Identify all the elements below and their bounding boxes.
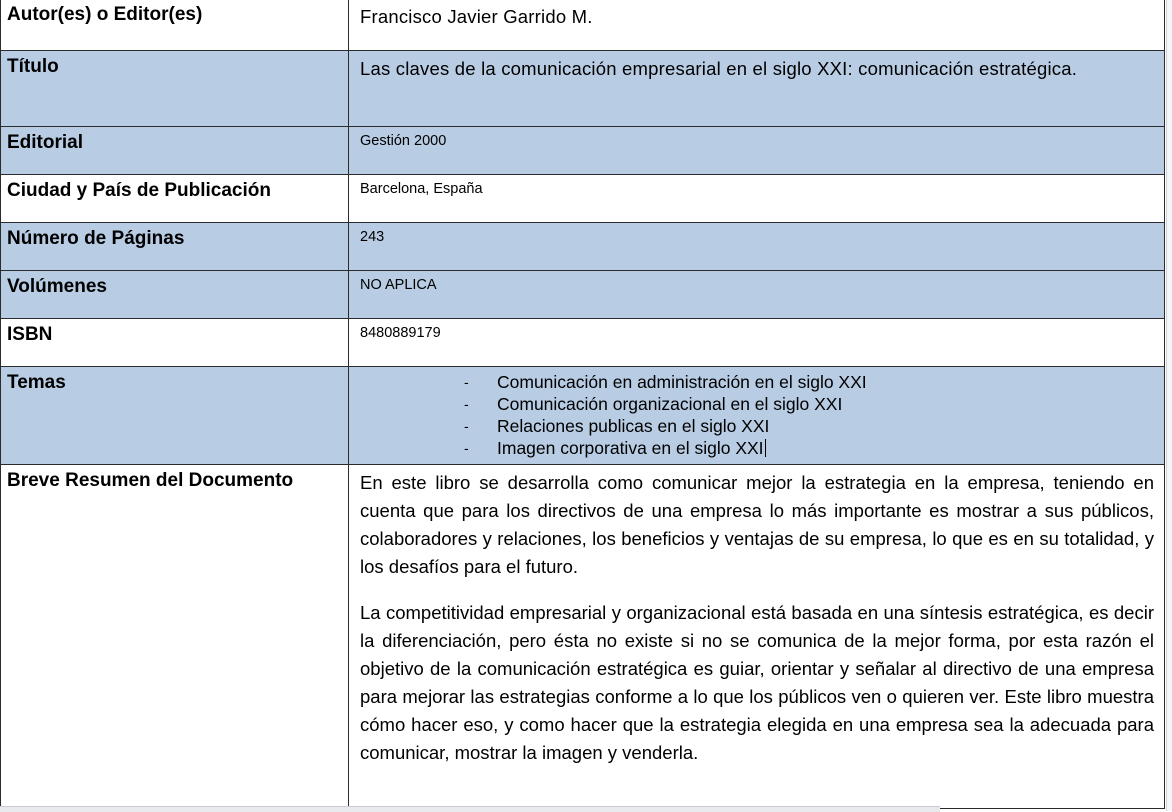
list-item bbox=[464, 371, 1154, 393]
list-item bbox=[464, 437, 1154, 459]
row-value[interactable] bbox=[349, 319, 1165, 367]
row-label: ISBN bbox=[1, 319, 349, 367]
dash-bullet: - bbox=[464, 440, 469, 456]
row-value[interactable] bbox=[349, 0, 1165, 51]
pages-value: 243 bbox=[360, 229, 385, 245]
row-volumes bbox=[1, 271, 1165, 319]
row-label: Autor(es) o Editor(es) bbox=[1, 0, 349, 51]
row-city-country bbox=[1, 175, 1165, 223]
dash-bullet: - bbox=[464, 396, 469, 412]
author-value: Francisco Javier Garrido M. bbox=[360, 6, 593, 27]
dash-bullet: - bbox=[464, 418, 469, 434]
row-publisher bbox=[1, 127, 1165, 175]
row-label: Temas bbox=[1, 367, 349, 465]
list-item bbox=[464, 415, 1154, 437]
row-value[interactable] bbox=[349, 223, 1165, 271]
list-item bbox=[464, 393, 1154, 415]
summary-paragraph: La competitividad empresarial y organizacional está basada en una síntesis estratégica, es decir la diferenciación, pero ésta no existe si no se comunica de la mejor forma, por esta razón el objetivo de la comunicación estratégica es guiar, orientar y señalar al directivo de una empresa para mejorar las estrategias conforme a lo que los públicos ven o quieren ver. Este libro muestra cómo hacer eso, y como hacer que la estrategia elegida en una empresa sea la adecuada para comunicar, mostrar la imagen y venderla. bbox=[360, 602, 1154, 763]
row-value[interactable] bbox=[349, 465, 1165, 809]
topics-list bbox=[360, 371, 1154, 459]
row-author bbox=[1, 0, 1165, 51]
city-country-value: Barcelona, España bbox=[360, 181, 483, 197]
row-value[interactable] bbox=[349, 271, 1165, 319]
text-cursor bbox=[765, 439, 766, 457]
row-isbn bbox=[1, 319, 1165, 367]
topic-text: Relaciones publicas en el siglo XXI bbox=[497, 416, 770, 436]
row-title bbox=[1, 51, 1165, 127]
summary-paragraph: En este libro se desarrolla como comunicar mejor la estrategia en la empresa, teniendo en cuenta que para los directivos de una empresa lo más importante es mostrar a sus públicos, colaboradores y relaciones, los beneficios y ventajas de su empresa, lo que es en su totalidad, y los desafíos para el futuro. bbox=[360, 472, 1154, 577]
volumes-value: NO APLICA bbox=[360, 277, 437, 293]
publisher-value: Gestión 2000 bbox=[360, 133, 447, 149]
row-value[interactable] bbox=[349, 51, 1165, 127]
row-summary bbox=[1, 465, 1165, 809]
window-right-edge bbox=[1166, 0, 1172, 811]
row-label: Volúmenes bbox=[1, 271, 349, 319]
window-bottom-strip bbox=[0, 806, 940, 812]
row-topics bbox=[1, 367, 1165, 465]
row-label: Número de Páginas bbox=[1, 223, 349, 271]
topic-text: Comunicación en administración en el siglo XXI bbox=[497, 372, 867, 392]
row-value[interactable] bbox=[349, 175, 1165, 223]
row-label: Editorial bbox=[1, 127, 349, 175]
row-label: Ciudad y País de Publicación bbox=[1, 175, 349, 223]
row-label: Título bbox=[1, 51, 349, 127]
topic-text: Comunicación organizacional en el siglo XXI bbox=[497, 394, 843, 414]
row-pages bbox=[1, 223, 1165, 271]
title-value: Las claves de la comunicación empresarial en el siglo XXI: comunicación estratégica. bbox=[360, 58, 1078, 79]
row-value[interactable] bbox=[349, 127, 1165, 175]
row-value[interactable] bbox=[349, 367, 1165, 465]
dash-bullet: - bbox=[464, 374, 469, 390]
isbn-value: 8480889179 bbox=[360, 325, 441, 341]
topic-text: Imagen corporativa en el siglo XXI bbox=[497, 438, 764, 458]
row-label: Breve Resumen del Documento bbox=[1, 465, 349, 809]
